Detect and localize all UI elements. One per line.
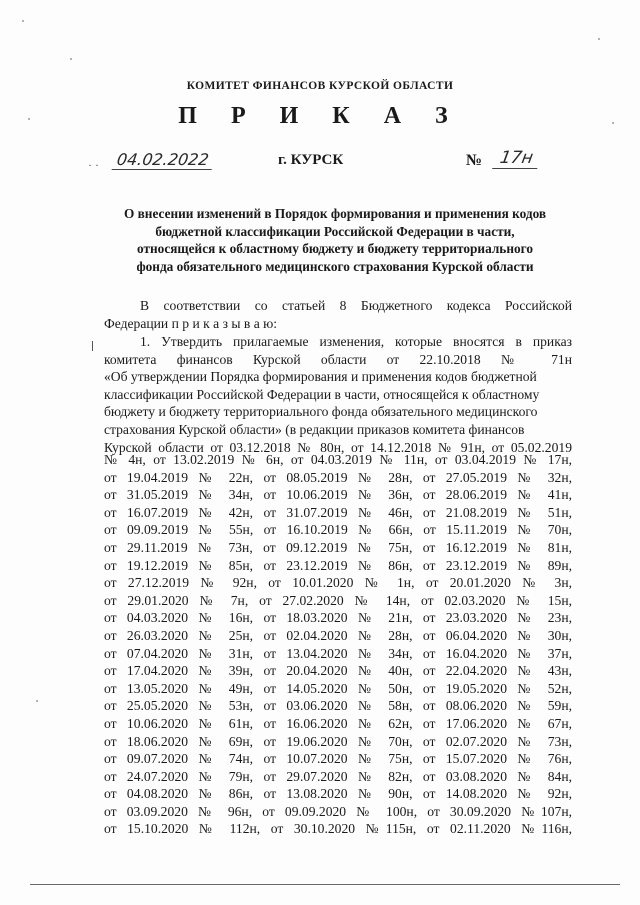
scan-speck <box>612 122 614 124</box>
page-bottom-rule <box>30 884 620 885</box>
scan-speck <box>22 20 24 22</box>
scan-speck <box>598 38 600 40</box>
item-1-line: Курской области от 03.12.2018 № 80н, от 14.12.2018 № 91н, от 05.02.2019 <box>104 439 572 455</box>
dates-line: от 04.03.2020 № 16н, от 18.03.2020 № 21н, от 23.03.2020 № 23н, <box>104 610 572 626</box>
dates-line: от 15.10.2020 № 112н, от 30.10.2020 №115н, от 02.11.2020 №116н, <box>104 821 572 837</box>
dates-line: от 24.07.2020 № 79н, от 29.07.2020 № 82н, от 03.08.2020 № 84н, <box>104 768 572 784</box>
preamble-line: В соответствии со статьей 8 Бюджетного кодекса Российской <box>140 298 572 313</box>
committee-name: КОМИТЕТ ФИНАНСОВ КУРСКОЙ ОБЛАСТИ <box>186 80 454 92</box>
dates-line: от 29.11.2019 № 73н, от 09.12.2019 № 75н, от 16.12.2019 № 81н, <box>104 539 572 555</box>
dates-line: от 25.05.2020 № 53н, от 03.06.2020 № 58н, от 08.06.2020 № 59н, <box>104 698 572 714</box>
order-title: П Р И К А З <box>178 103 462 129</box>
dates-line: от 27.12.2019 № 92н, от 10.01.2020 № 1н, от 20.01.2020 № 3н, <box>104 575 572 591</box>
order-meta-row <box>0 150 640 174</box>
dates-line: от 09.09.2019 № 55н, от 16.10.2019 № 66н, от 15.11.2019 № 70н, <box>104 522 572 538</box>
dates-line: от 16.07.2019 № 42н, от 31.07.2019 № 46н, от 21.08.2019 № 51н, <box>104 504 572 520</box>
dates-line: № 4н, от 13.02.2019 № 6н, от 04.03.2019 № 11н, от 03.04.2019 № 17н, <box>104 452 572 467</box>
order-subject <box>100 205 570 275</box>
preamble-line: Федерации п р и к а з ы в а ю: <box>104 315 278 331</box>
dates-line: от 04.08.2020 № 86н, от 13.08.2020 № 90н, от 14.08.2020 № 92н, <box>104 786 572 802</box>
dates-line: от 19.04.2019 № 22н, от 08.05.2019 № 28н, от 27.05.2019 № 32н, <box>104 469 572 485</box>
dates-line: от 19.12.2019 № 85н, от 23.12.2019 № 86н, от 23.12.2019 № 89н, <box>104 557 572 573</box>
scan-speck <box>70 58 72 60</box>
order-date: 04.02.2022 <box>112 150 214 170</box>
dates-line: от 18.06.2020 № 69н, от 19.06.2020 № 70н, от 02.07.2020 № 73н, <box>104 733 572 749</box>
scan-speck <box>36 700 38 702</box>
subject-line: бюджетной классификации Российской Федерации в части, <box>155 223 515 239</box>
dates-line: от 13.05.2020 № 49н, от 14.05.2020 № 50н, от 19.05.2020 № 52н, <box>104 680 572 696</box>
item-1-line: страхования Курской области» (в редакции приказов комитета финансов <box>104 421 525 437</box>
item-1-line: «Об утверждении Порядка формирования и применения кодов бюджетной <box>104 369 537 385</box>
dates-line: от 17.04.2020 № 39н, от 20.04.2020 № 40н, от 22.04.2020 № 43н, <box>104 663 572 679</box>
amendment-dates-list <box>104 451 572 838</box>
subject-line: О внесении изменений в Порядок формирования и применения кодов <box>123 206 547 221</box>
margin-mark <box>92 341 93 351</box>
scan-speck <box>28 118 30 120</box>
item-1-line: бюджету и бюджету территориального фонда обязательного медицинского <box>104 404 538 420</box>
dates-line: от 07.04.2020 № 31н, от 13.04.2020 № 34н, от 16.04.2020 № 37н, <box>104 645 572 661</box>
item-1-line: комитета финансов Курской области от 22.10.2018 № 71н <box>104 351 572 367</box>
dates-line: от 03.09.2020 № 96н, от 09.09.2020 № 100н, от 30.09.2020 №107н, <box>104 803 572 819</box>
dates-line: от 26.03.2020 № 25н, от 02.04.2020 № 28н, от 06.04.2020 № 30н, <box>104 627 572 643</box>
item-1-line: классификации Российской Федерации в части, относящейся к областному <box>104 386 540 402</box>
order-city: г. КУРСК <box>278 152 344 168</box>
dates-line: от 29.01.2020 № 7н, от 27.02.2020 № 14н, от 02.03.2020 № 15н, <box>104 592 572 608</box>
dates-line: от 31.05.2019 № 34н, от 10.06.2019 № 36н, от 28.06.2019 № 41н, <box>104 487 572 503</box>
order-number: 17н <box>492 148 540 169</box>
subject-line: фонда обязательного медицинского страхования Курской области <box>136 258 534 274</box>
date-leader-dots: · · <box>88 158 99 172</box>
preamble-paragraph <box>104 297 572 332</box>
dates-line: от 10.06.2020 № 61н, от 16.06.2020 № 62н, от 17.06.2020 № 67н, <box>104 715 572 731</box>
item-1-paragraph <box>104 333 572 456</box>
subject-line: относящейся к областному бюджету и бюджету территориального <box>137 241 533 256</box>
item-1-line: 1. Утвердить прилагаемые изменения, которые вносятся в приказ <box>140 334 572 349</box>
order-number-label: № <box>466 152 483 169</box>
dates-line: от 09.07.2020 № 74н, от 10.07.2020 № 75н, от 15.07.2020 № 76н, <box>104 751 572 767</box>
